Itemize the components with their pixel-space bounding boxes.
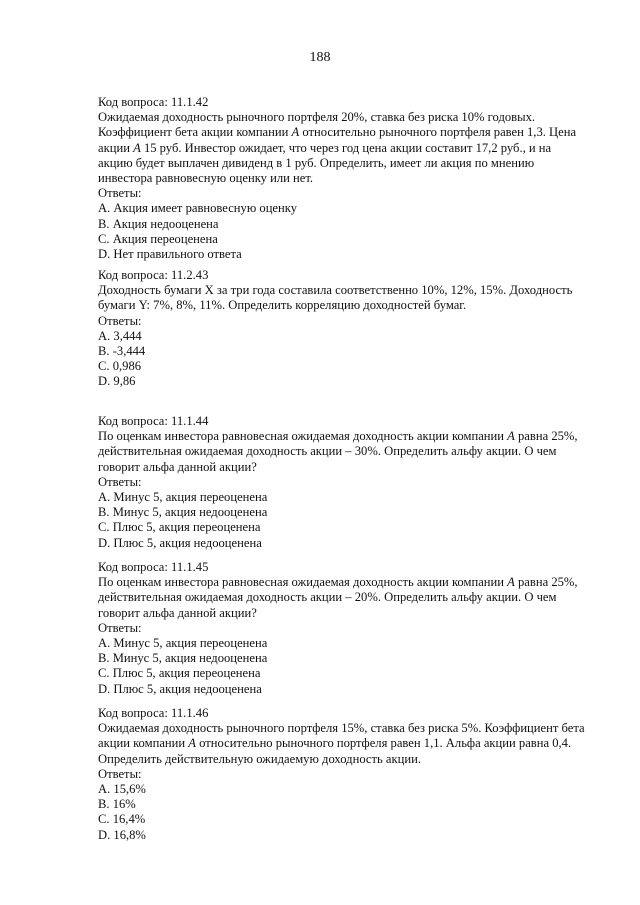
answer-option-a: A. 15,6% [98, 782, 146, 797]
question-block [98, 268, 608, 390]
answers-label: Ответы: [98, 474, 142, 489]
answers-label: Ответы: [98, 313, 142, 328]
answer-option-c: C. Акция переоценена [98, 231, 218, 246]
answer-option-b: B. 16% [98, 797, 136, 812]
answer-option-d: D. Плюс 5, акция недооценена [98, 535, 262, 550]
question-block [98, 560, 608, 697]
answer-option-b: B. -3,444 [98, 344, 146, 359]
question-code: Код вопроса: 11.2.43 [98, 268, 209, 282]
answer-option-b: B. Минус 5, акция недооценена [98, 651, 268, 666]
answer-option-c: C. Плюс 5, акция переоценена [98, 666, 261, 681]
answer-option-c: C. Плюс 5, акция переоценена [98, 520, 261, 535]
answer-option-a: A. 3,444 [98, 328, 142, 343]
question-text: Ожидаемая доходность рыночного портфеля 20%, ставка без риска 10% годовых. Коэффициент бета акции компании A относительно рыночного портфеля равен 1,3. Цена акции A 15 руб. Инвестор ожидает, что через год цена акции составит 17,2 руб., и на акцию будет выплачен дивиденд в 1 руб. Определить, имеет ли акция по мнению инвестора равновесную оценку или нет. [98, 110, 577, 186]
answer-option-d: D. Нет правильного ответа [98, 247, 242, 262]
answer-option-d: D. Плюс 5, акция недооценена [98, 681, 262, 696]
question-code: Код вопроса: 11.1.45 [98, 560, 209, 574]
question-block [98, 95, 608, 262]
question-text: По оценкам инвестора равновесная ожидаемая доходность акции компании A равна 25%, действительная ожидаемая доходность акции – 20%. Определить альфу акции. О чем говорит альфа данной акции? [98, 575, 578, 620]
answers-label: Ответы: [98, 766, 142, 781]
question-code: Код вопроса: 11.1.44 [98, 414, 209, 428]
answer-option-c: C. 0,986 [98, 359, 142, 374]
answer-option-a: A. Минус 5, акция переоценена [98, 636, 268, 651]
answer-option-d: D. 9,86 [98, 374, 136, 389]
answer-option-b: B. Акция недооценена [98, 216, 219, 231]
answer-option-b: B. Минус 5, акция недооценена [98, 505, 268, 520]
question-text: Ожидаемая доходность рыночного портфеля 15%, ставка без риска 5%. Коэффициент бета акции компании A относительно рыночного портфеля равен 1,1. Альфа акции равна 0,4. Определить действительную ожидаемую доходность акции. [98, 721, 585, 766]
answers-label: Ответы: [98, 186, 142, 201]
answer-option-a: A. Минус 5, акция переоценена [98, 490, 268, 505]
question-code: Код вопроса: 11.1.42 [98, 95, 209, 109]
question-block [98, 414, 608, 551]
question-block [98, 706, 608, 843]
question-text: По оценкам инвестора равновесная ожидаемая доходность акции компании A равна 25%, действительная ожидаемая доходность акции – 30%. Определить альфу акции. О чем говорит альфа данной акции? [98, 429, 578, 474]
answer-option-c: C. 16,4% [98, 812, 146, 827]
answer-option-d: D. 16,8% [98, 827, 146, 842]
answer-option-a: A. Акция имеет равновесную оценку [98, 201, 297, 216]
question-code: Код вопроса: 11.1.46 [98, 706, 209, 720]
question-text: Доходность бумаги X за три года составила соответственно 10%, 12%, 15%. Доходность бумаги Y: 7%, 8%, 11%. Определить корреляцию доходностей бумаг. [98, 283, 573, 313]
answers-label: Ответы: [98, 620, 142, 635]
page-number: 188 [309, 50, 331, 65]
